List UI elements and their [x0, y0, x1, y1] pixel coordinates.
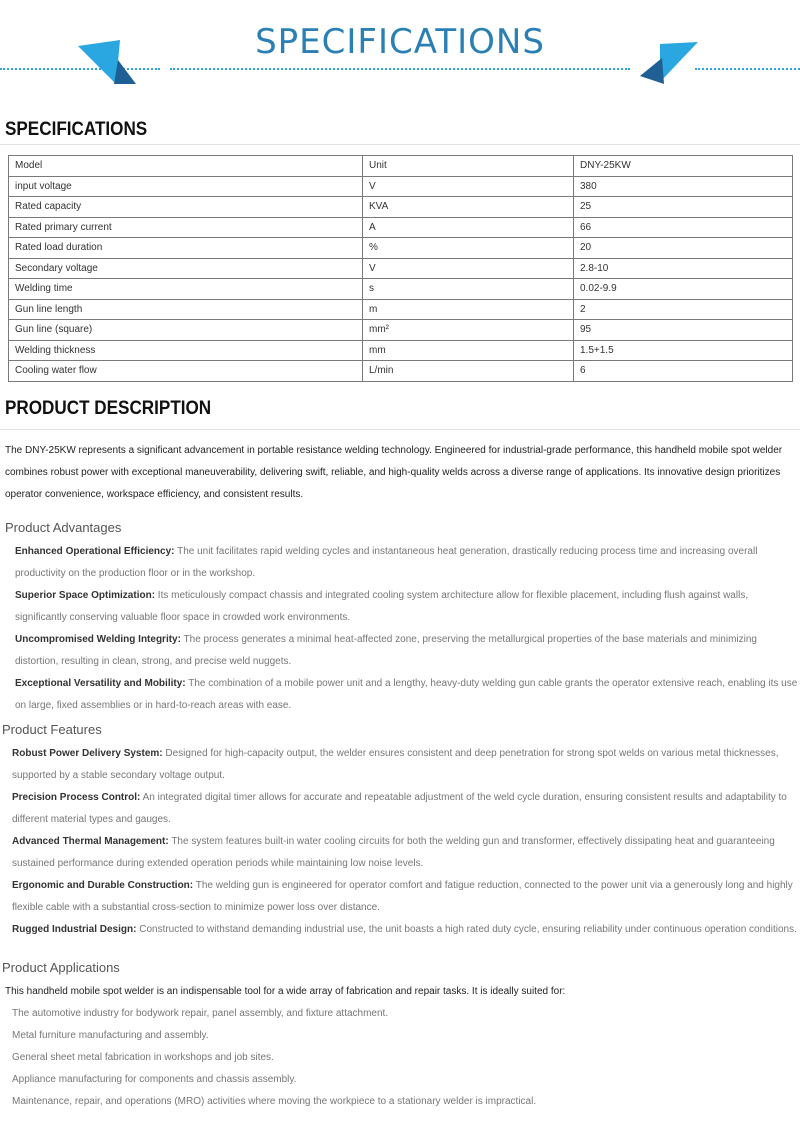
specs-heading: SPECIFICATIONS: [5, 119, 148, 140]
feature-item-text: The system features built-in water cooling circuits for both the welding gun and transformer, effectively dissipating heat and guaranteeing sustained performance during extended operation periods while maintaining low noise levels.: [12, 836, 775, 869]
spec-value: 20: [574, 238, 793, 259]
feature-item-title: Robust Power Delivery System:: [12, 748, 163, 759]
advantage-item: [15, 541, 800, 585]
feature-item-text: Constructed to withstand demanding industrial use, the unit boasts a high rated duty cycle, ensuring reliability under continuous operation conditions.: [136, 924, 797, 935]
spec-parameter: Gun line (square): [9, 320, 363, 341]
spec-value: 2.8-10: [574, 258, 793, 279]
advantage-item: [15, 629, 800, 673]
application-item: Appliance manufacturing for components and chassis assembly.: [12, 1074, 297, 1085]
feature-item: [12, 831, 797, 875]
banner-title: SPECIFICATIONS: [255, 22, 545, 62]
feature-item: [12, 787, 797, 831]
feature-item: [12, 743, 797, 787]
advantage-item-title: Uncompromised Welding Integrity:: [15, 634, 181, 645]
description-divider: [0, 429, 800, 430]
spec-unit: Unit: [363, 156, 574, 177]
spec-unit: m: [363, 299, 574, 320]
applications-heading: Product Applications: [2, 960, 120, 975]
spec-parameter: Rated primary current: [9, 217, 363, 238]
application-item: The automotive industry for bodywork repair, panel assembly, and fixture attachment.: [12, 1008, 389, 1019]
advantage-item-title: Enhanced Operational Efficiency:: [15, 546, 175, 557]
table-row: [9, 238, 793, 259]
advantage-item: [15, 585, 800, 629]
banner: [0, 0, 800, 100]
specs-divider: [0, 144, 800, 145]
spec-parameter: Rated load duration: [9, 238, 363, 259]
table-row: [9, 258, 793, 279]
spec-value: 95: [574, 320, 793, 341]
dotted-line-right: [695, 68, 800, 70]
table-row: [9, 299, 793, 320]
spec-value: 1.5+1.5: [574, 340, 793, 361]
spec-value: 25: [574, 197, 793, 218]
advantage-item-text: The process generates a minimal heat-affected zone, preserving the metallurgical properties of the base materials and minimizing distortion, resulting in clean, strong, and precise weld nuggets.: [15, 634, 757, 667]
feature-item-title: Ergonomic and Durable Construction:: [12, 880, 194, 891]
advantage-item-text: The combination of a mobile power unit and a lengthy, heavy-duty welding gun cable grants the operator extensive reach, enabling its use on large, fixed assemblies or in hard-to-reach areas with ease.: [15, 678, 798, 711]
table-row: [9, 217, 793, 238]
description-text: The DNY-25KW represents a significant advancement in portable resistance welding technology. Engineered for industrial-grade performance, this handheld mobile spot welder combines robust power with exceptional maneuverability, delivering swift, reliable, and high-quality welds across a diverse range of applications. Its innovative design prioritizes operator convenience, workspace efficiency, and consistent results.: [5, 445, 783, 500]
dotted-line-center: [170, 68, 630, 70]
application-item: Metal furniture manufacturing and assembly.: [12, 1030, 209, 1041]
spec-value: 66: [574, 217, 793, 238]
applications-intro: This handheld mobile spot welder is an indispensable tool for a wide array of fabrication and repair tasks. It is ideally suited for:: [5, 986, 566, 997]
spec-parameter: Secondary voltage: [9, 258, 363, 279]
advantage-item-text: Its meticulously compact chassis and integrated cooling system architecture allow for flexible placement, including flush against walls, significantly conserving valuable floor space in crowded work environments.: [15, 590, 749, 623]
advantage-item-text: The unit facilitates rapid welding cycles and instantaneous heat generation, drastically reducing process time and increasing overall productivity on the production floor or in the workshop.: [15, 546, 758, 579]
table-row: [9, 361, 793, 382]
advantage-item-title: Exceptional Versatility and Mobility:: [15, 678, 186, 689]
application-item: Maintenance, repair, and operations (MRO) activities where moving the workpiece to a stationary welder is impractical.: [12, 1096, 537, 1107]
spec-unit: A: [363, 217, 574, 238]
feature-item: [12, 919, 797, 941]
feature-item-text: The welding gun is engineered for operator comfort and fatigue reduction, connected to the power unit via a generously long and highly flexible cable with a substantial cross-section to minimize power loss over distance.: [12, 880, 793, 913]
table-row: [9, 197, 793, 218]
table-row: [9, 340, 793, 361]
spec-parameter: Gun line length: [9, 299, 363, 320]
advantage-item: [15, 673, 800, 717]
spec-value: 380: [574, 176, 793, 197]
table-row: [9, 320, 793, 341]
table-row: [9, 176, 793, 197]
spec-value: 2: [574, 299, 793, 320]
features-heading: Product Features: [2, 722, 102, 737]
spec-parameter: Welding time: [9, 279, 363, 300]
feature-item-title: Rugged Industrial Design:: [12, 924, 137, 935]
spec-unit: KVA: [363, 197, 574, 218]
spec-unit: V: [363, 258, 574, 279]
feature-item: [12, 875, 797, 919]
table-row: [9, 279, 793, 300]
feature-item-text: An integrated digital timer allows for accurate and repeatable adjustment of the weld cycle duration, ensuring consistent results and adaptability to different material types and gauges.: [12, 792, 787, 825]
feature-item-text: Designed for high-capacity output, the welder ensures consistent and deep penetration for strong spot welds on various metal thicknesses, supported by a stable secondary voltage output.: [12, 748, 779, 781]
specs-table: [8, 155, 793, 382]
spec-parameter: Cooling water flow: [9, 361, 363, 382]
spec-value: 6: [574, 361, 793, 382]
description-heading: PRODUCT DESCRIPTION: [5, 398, 212, 419]
spec-parameter: Welding thickness: [9, 340, 363, 361]
spec-unit: L/min: [363, 361, 574, 382]
spec-unit: %: [363, 238, 574, 259]
spec-unit: mm²: [363, 320, 574, 341]
spec-parameter: Rated capacity: [9, 197, 363, 218]
spec-value: 0.02-9.9: [574, 279, 793, 300]
advantage-item-title: Superior Space Optimization:: [15, 590, 156, 601]
spec-unit: mm: [363, 340, 574, 361]
feature-item-title: Advanced Thermal Management:: [12, 836, 169, 847]
spec-parameter: input voltage: [9, 176, 363, 197]
table-row: [9, 156, 793, 177]
spec-unit: s: [363, 279, 574, 300]
spec-parameter: Model: [9, 156, 363, 177]
application-item: General sheet metal fabrication in workshops and job sites.: [12, 1052, 274, 1063]
feature-item-title: Precision Process Control:: [12, 792, 141, 803]
spec-unit: V: [363, 176, 574, 197]
spec-value: DNY-25KW: [574, 156, 793, 177]
advantages-heading: Product Advantages: [5, 520, 122, 535]
